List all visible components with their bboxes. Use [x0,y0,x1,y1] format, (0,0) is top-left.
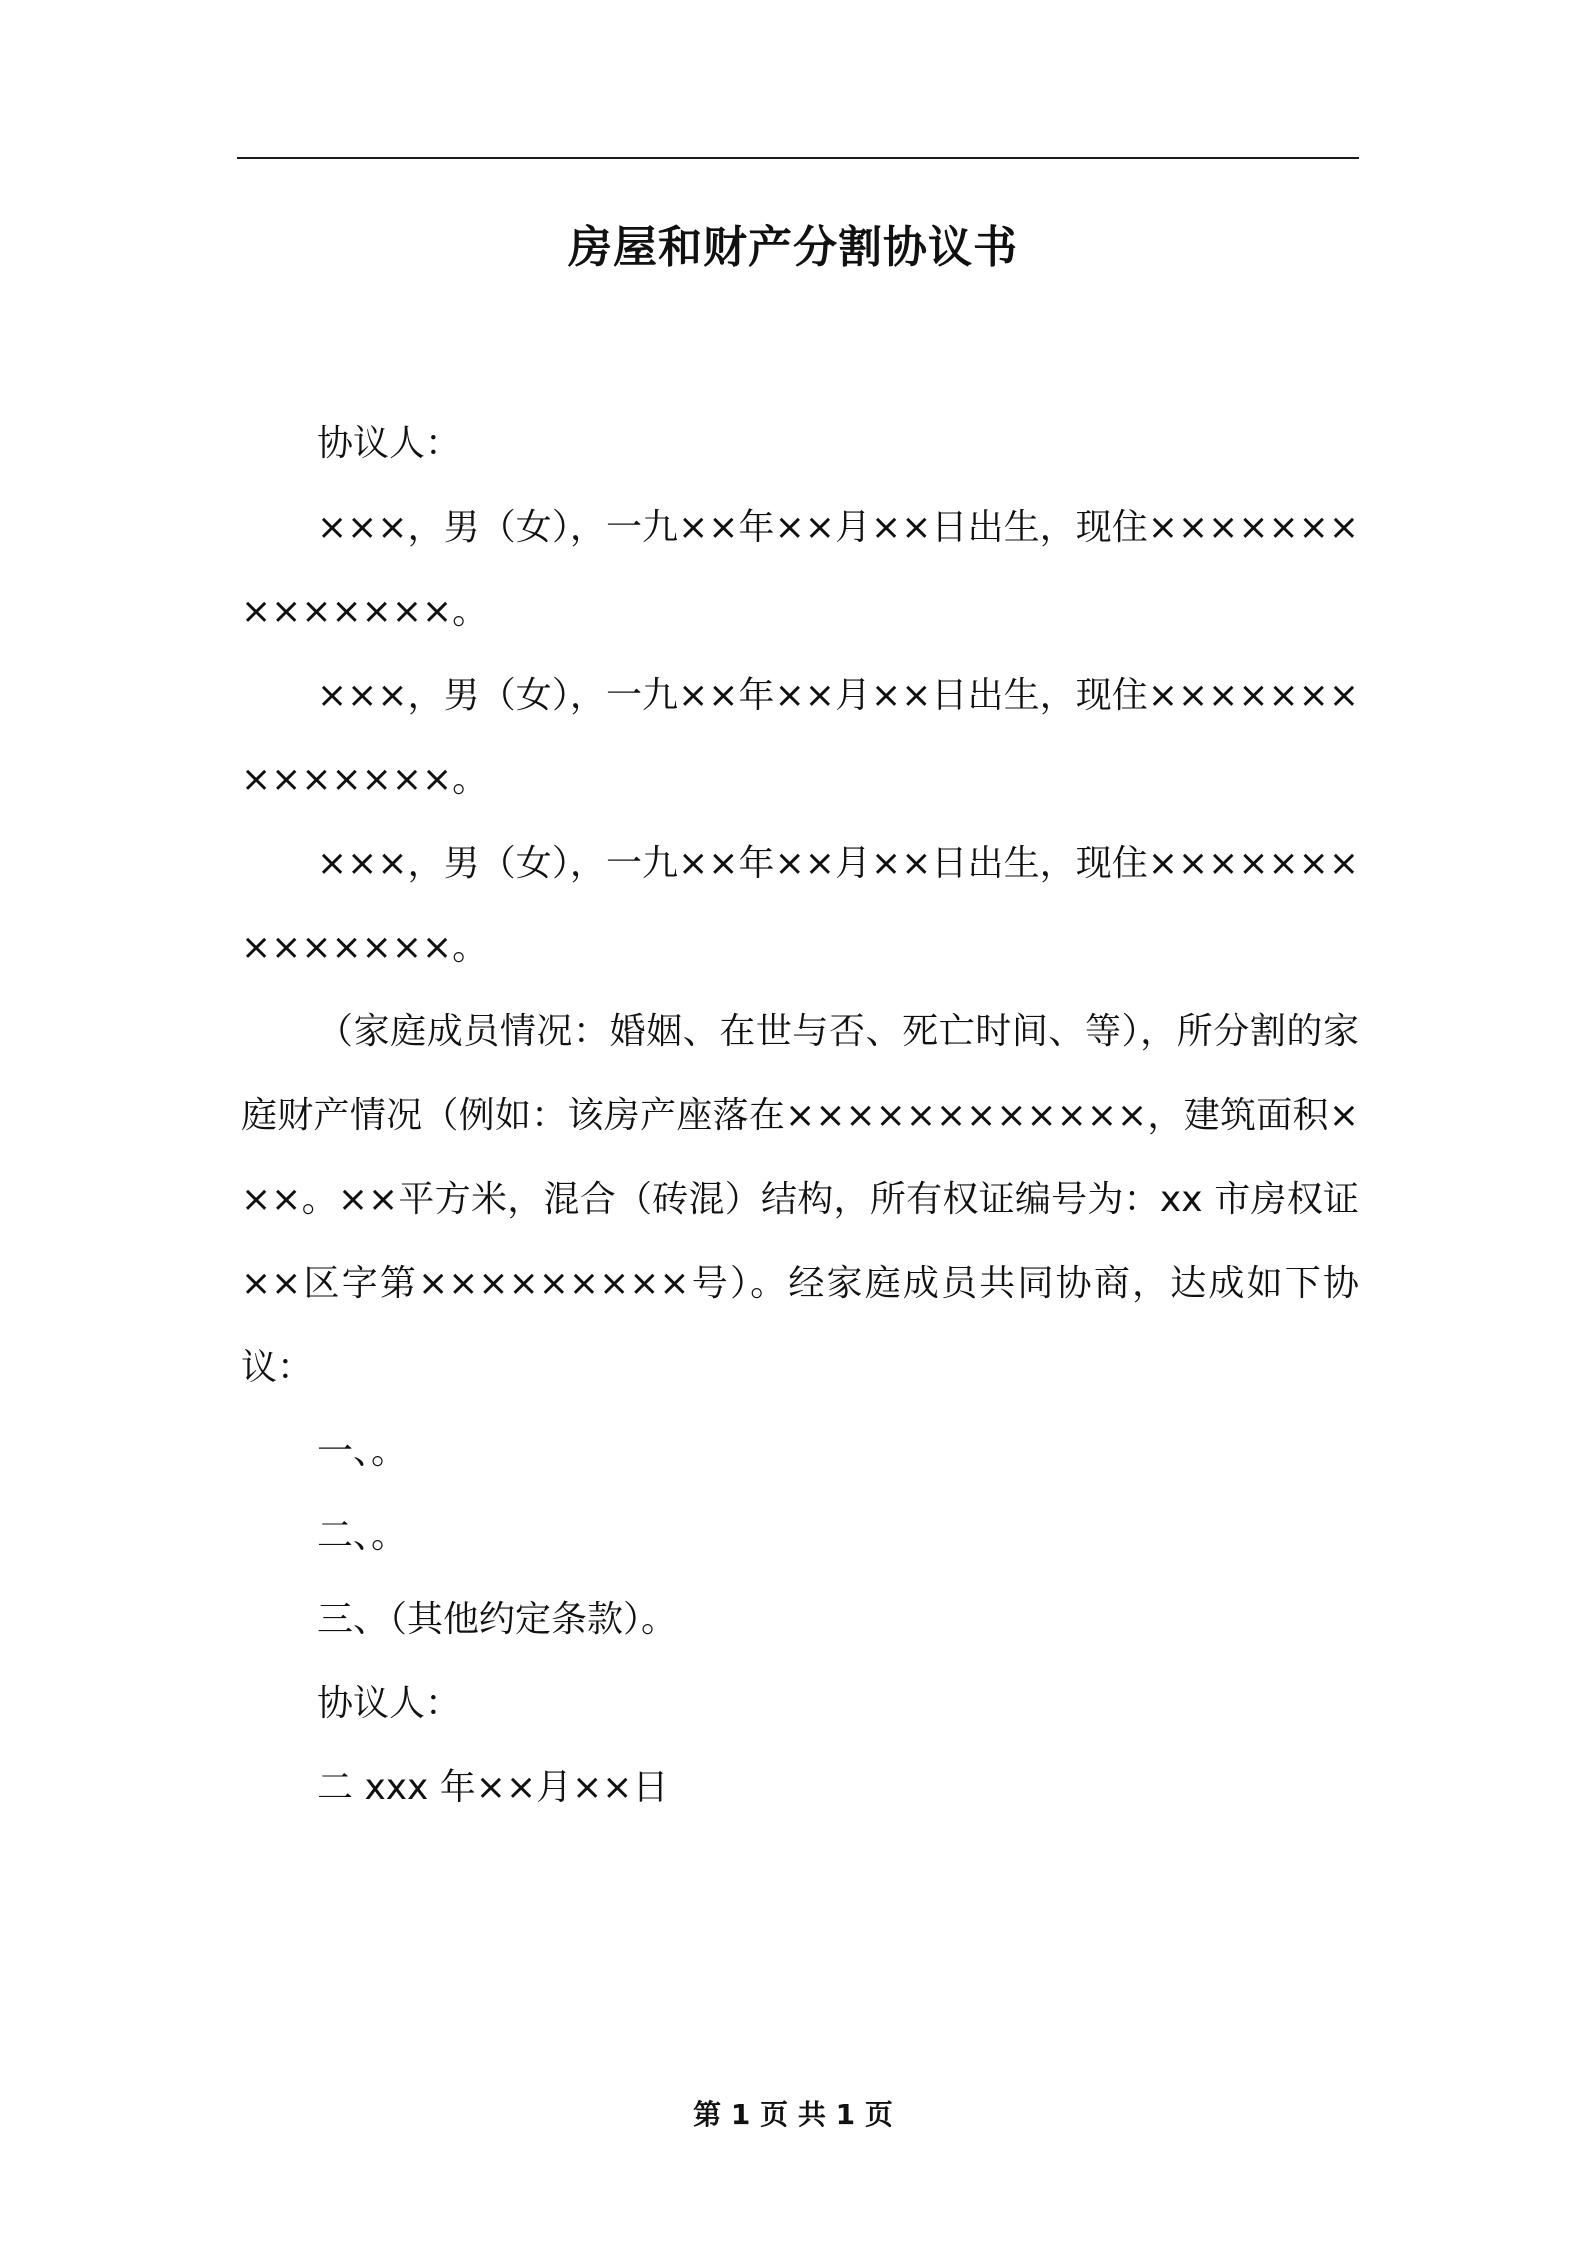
clause-3: 三、（其他约定条款）。 [317,1599,678,1640]
signing-date: 二 xxx 年××月××日 [317,1767,669,1808]
parties-heading: 协议人： [317,423,462,464]
party-3: ×××，男（女），一九××年××月××日出生，现住××××××××××××××。 [241,843,1359,968]
party-1: ×××，男（女），一九××年××月××日出生，现住××××××××××××××。 [241,507,1359,632]
signatories-label: 协议人： [317,1683,462,1724]
clause-2: 二、。 [317,1515,408,1556]
property-description: （家庭成员情况：婚姻、在世与否、死亡时间、等），所分割的家庭财产情况（例如：该房产座落在××××××××××××，建筑面积×××。××平方米，混合（砖混）结构，所有权证编号为：xx 市房权证××区字第×××××××××号）。经家庭成员共同协商，达成如下协议： [241,1011,1359,1388]
page-number-footer: 第 1 页 共 1 页 [693,2098,893,2131]
document-title: 房屋和财产分割协议书 [568,222,1018,273]
document-body [241,402,1359,1830]
header-rule [237,157,1359,159]
party-2: ×××，男（女），一九××年××月××日出生，现住××××××××××××××。 [241,675,1359,800]
clause-1: 一、。 [317,1431,408,1472]
